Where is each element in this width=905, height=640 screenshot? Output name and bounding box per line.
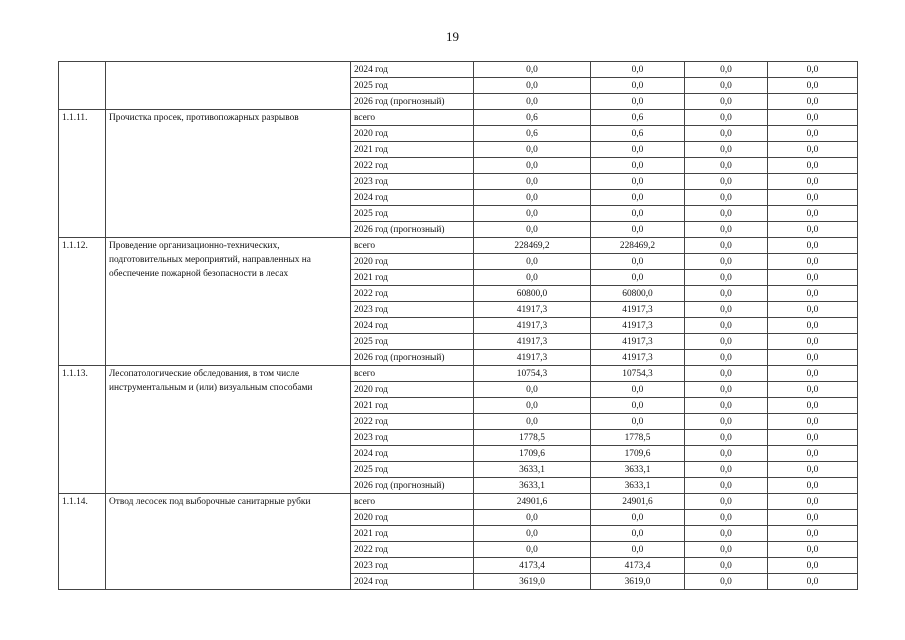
amount-cell: 0,0	[768, 542, 858, 558]
amount-cell: 0,0	[685, 206, 768, 222]
amount-cell: 0,0	[768, 430, 858, 446]
period-cell: 2026 год (прогнозный)	[351, 478, 474, 494]
amount-cell: 10754,3	[474, 366, 591, 382]
amount-cell: 0,0	[768, 254, 858, 270]
item-code-cell: 1.1.11.	[59, 110, 106, 238]
period-cell: 2021 год	[351, 270, 474, 286]
amount-cell: 0,0	[591, 542, 685, 558]
amount-cell: 0,0	[768, 478, 858, 494]
amount-cell: 0,0	[685, 286, 768, 302]
amount-cell: 0,0	[591, 78, 685, 94]
amount-cell: 228469,2	[591, 238, 685, 254]
amount-cell: 0,0	[474, 94, 591, 110]
amount-cell: 0,0	[474, 142, 591, 158]
amount-cell: 3633,1	[591, 478, 685, 494]
amount-cell: 0,0	[768, 510, 858, 526]
amount-cell: 0,0	[768, 110, 858, 126]
period-cell: 2024 год	[351, 446, 474, 462]
amount-cell: 41917,3	[474, 334, 591, 350]
amount-cell: 0,0	[768, 446, 858, 462]
amount-cell: 0,0	[768, 174, 858, 190]
period-cell: 2023 год	[351, 558, 474, 574]
period-cell: всего	[351, 494, 474, 510]
amount-cell: 0,0	[685, 382, 768, 398]
amount-cell: 0,0	[685, 126, 768, 142]
amount-cell: 0,0	[591, 270, 685, 286]
amount-cell: 0,0	[685, 222, 768, 238]
amount-cell: 0,0	[685, 158, 768, 174]
amount-cell: 0,0	[591, 174, 685, 190]
amount-cell: 4173,4	[591, 558, 685, 574]
amount-cell: 0,0	[685, 462, 768, 478]
period-cell: 2020 год	[351, 254, 474, 270]
amount-cell: 41917,3	[591, 350, 685, 366]
period-cell: 2020 год	[351, 382, 474, 398]
period-cell: 2021 год	[351, 398, 474, 414]
amount-cell: 24901,6	[591, 494, 685, 510]
amount-cell: 0,0	[768, 318, 858, 334]
amount-cell: 0,0	[768, 222, 858, 238]
item-code-cell: 1.1.13.	[59, 366, 106, 494]
amount-cell: 0,0	[685, 366, 768, 382]
amount-cell: 41917,3	[474, 318, 591, 334]
amount-cell: 0,0	[768, 574, 858, 590]
amount-cell: 0,0	[474, 542, 591, 558]
amount-cell: 0,0	[474, 510, 591, 526]
amount-cell: 60800,0	[591, 286, 685, 302]
amount-cell: 41917,3	[591, 334, 685, 350]
amount-cell: 0,0	[768, 78, 858, 94]
amount-cell: 0,0	[768, 462, 858, 478]
amount-cell: 0,6	[591, 110, 685, 126]
amount-cell: 0,0	[591, 526, 685, 542]
amount-cell: 0,0	[768, 206, 858, 222]
amount-cell: 41917,3	[474, 302, 591, 318]
amount-cell: 0,0	[768, 382, 858, 398]
amount-cell: 0,0	[685, 430, 768, 446]
amount-cell: 1709,6	[591, 446, 685, 462]
amount-cell: 0,0	[768, 142, 858, 158]
period-cell: 2022 год	[351, 542, 474, 558]
period-cell: 2020 год	[351, 510, 474, 526]
amount-cell: 0,0	[474, 398, 591, 414]
amount-cell: 0,0	[768, 558, 858, 574]
period-cell: 2023 год	[351, 174, 474, 190]
amount-cell: 0,0	[685, 478, 768, 494]
amount-cell: 0,0	[685, 142, 768, 158]
amount-cell: 0,0	[591, 382, 685, 398]
amount-cell: 0,0	[685, 238, 768, 254]
amount-cell: 41917,3	[474, 350, 591, 366]
amount-cell: 0,0	[474, 526, 591, 542]
amount-cell: 0,0	[591, 158, 685, 174]
period-cell: 2024 год	[351, 318, 474, 334]
amount-cell: 0,0	[685, 510, 768, 526]
amount-cell: 228469,2	[474, 238, 591, 254]
table-row	[59, 238, 858, 254]
amount-cell: 0,0	[768, 270, 858, 286]
amount-cell: 0,0	[685, 542, 768, 558]
period-cell: 2025 год	[351, 334, 474, 350]
item-code-cell: 1.1.14.	[59, 494, 106, 590]
amount-cell: 0,0	[768, 366, 858, 382]
amount-cell: 1778,5	[474, 430, 591, 446]
item-name-cell: Проведение организационно-технических, подготовительных мероприятий, направленных на обеспечение пожарной безопасности в лесах	[106, 238, 351, 366]
table-row	[59, 366, 858, 382]
amount-cell: 0,0	[768, 94, 858, 110]
period-cell: всего	[351, 110, 474, 126]
amount-cell: 41917,3	[591, 302, 685, 318]
period-cell: 2026 год (прогнозный)	[351, 222, 474, 238]
amount-cell: 0,0	[474, 222, 591, 238]
period-cell: 2021 год	[351, 142, 474, 158]
amount-cell: 0,0	[474, 206, 591, 222]
amount-cell: 0,0	[685, 174, 768, 190]
amount-cell: 0,0	[474, 158, 591, 174]
period-cell: всего	[351, 366, 474, 382]
item-code-cell: 1.1.12.	[59, 238, 106, 366]
period-cell: 2024 год	[351, 190, 474, 206]
period-cell: 2022 год	[351, 286, 474, 302]
amount-cell: 0,0	[685, 190, 768, 206]
page-number: 19	[446, 29, 459, 44]
period-cell: 2022 год	[351, 158, 474, 174]
amount-cell: 0,0	[474, 62, 591, 78]
amount-cell: 0,0	[474, 190, 591, 206]
amount-cell: 0,0	[474, 78, 591, 94]
amount-cell: 0,0	[474, 174, 591, 190]
amount-cell: 0,0	[768, 62, 858, 78]
table-row	[59, 110, 858, 126]
amount-cell: 0,0	[591, 94, 685, 110]
amount-cell: 0,0	[591, 510, 685, 526]
period-cell: 2024 год	[351, 62, 474, 78]
amount-cell: 0,0	[591, 222, 685, 238]
amount-cell: 0,0	[685, 302, 768, 318]
amount-cell: 0,0	[768, 302, 858, 318]
amount-cell: 0,0	[474, 382, 591, 398]
amount-cell: 3633,1	[474, 478, 591, 494]
amount-cell: 0,0	[685, 318, 768, 334]
period-cell: 2020 год	[351, 126, 474, 142]
amount-cell: 0,0	[685, 110, 768, 126]
amount-cell: 60800,0	[474, 286, 591, 302]
amount-cell: 0,0	[591, 62, 685, 78]
amount-cell: 3633,1	[591, 462, 685, 478]
amount-cell: 0,0	[685, 398, 768, 414]
amount-cell: 1778,5	[591, 430, 685, 446]
amount-cell: 0,0	[768, 126, 858, 142]
table-body	[59, 62, 858, 590]
amount-cell: 0,0	[768, 286, 858, 302]
amount-cell: 0,0	[685, 574, 768, 590]
item-name-cell: Лесопатологические обследования, в том числе инструментальным и (или) визуальным способами	[106, 366, 351, 494]
amount-cell: 0,0	[474, 270, 591, 286]
amount-cell: 0,0	[685, 414, 768, 430]
amount-cell: 0,0	[768, 190, 858, 206]
period-cell: 2025 год	[351, 462, 474, 478]
amount-cell: 0,0	[474, 254, 591, 270]
amount-cell: 0,0	[591, 142, 685, 158]
amount-cell: 0,0	[474, 414, 591, 430]
amount-cell: 0,0	[768, 334, 858, 350]
amount-cell: 10754,3	[591, 366, 685, 382]
amount-cell: 0,0	[768, 526, 858, 542]
amount-cell: 4173,4	[474, 558, 591, 574]
amount-cell: 3633,1	[474, 462, 591, 478]
amount-cell: 0,0	[685, 270, 768, 286]
amount-cell: 0,0	[685, 62, 768, 78]
amount-cell: 0,0	[685, 446, 768, 462]
period-cell: 2025 год	[351, 78, 474, 94]
period-cell: 2022 год	[351, 414, 474, 430]
amount-cell: 41917,3	[591, 318, 685, 334]
amount-cell: 0,0	[591, 414, 685, 430]
amount-cell: 0,0	[685, 526, 768, 542]
period-cell: всего	[351, 238, 474, 254]
amount-cell: 0,0	[685, 94, 768, 110]
amount-cell: 0,0	[768, 350, 858, 366]
period-cell: 2023 год	[351, 430, 474, 446]
amount-cell: 0,0	[591, 254, 685, 270]
period-cell: 2025 год	[351, 206, 474, 222]
amount-cell: 0,0	[685, 254, 768, 270]
amount-cell: 0,0	[685, 350, 768, 366]
amount-cell: 0,6	[591, 126, 685, 142]
period-cell: 2026 год (прогнозный)	[351, 350, 474, 366]
amount-cell: 0,0	[685, 78, 768, 94]
period-cell: 2021 год	[351, 526, 474, 542]
amount-cell: 0,0	[685, 334, 768, 350]
item-code-cell	[59, 62, 106, 110]
period-cell: 2024 год	[351, 574, 474, 590]
item-name-cell	[106, 62, 351, 110]
amount-cell: 0,6	[474, 110, 591, 126]
item-name-cell: Отвод лесосек под выборочные санитарные рубки	[106, 494, 351, 590]
period-cell: 2023 год	[351, 302, 474, 318]
amount-cell: 0,0	[591, 206, 685, 222]
table-row	[59, 62, 858, 78]
amount-cell: 0,0	[685, 558, 768, 574]
item-name-cell: Прочистка просек, противопожарных разрывов	[106, 110, 351, 238]
amount-cell: 0,0	[591, 398, 685, 414]
amount-cell: 0,0	[685, 494, 768, 510]
amount-cell: 0,0	[768, 414, 858, 430]
amount-cell: 0,0	[591, 190, 685, 206]
amount-cell: 3619,0	[591, 574, 685, 590]
amount-cell: 0,0	[768, 398, 858, 414]
amount-cell: 0,0	[768, 238, 858, 254]
amount-cell: 3619,0	[474, 574, 591, 590]
period-cell: 2026 год (прогнозный)	[351, 94, 474, 110]
amount-cell: 1709,6	[474, 446, 591, 462]
table-row	[59, 494, 858, 510]
amount-cell: 0,0	[768, 494, 858, 510]
amount-cell: 0,0	[768, 158, 858, 174]
amount-cell: 0,6	[474, 126, 591, 142]
amount-cell: 24901,6	[474, 494, 591, 510]
budget-table	[58, 61, 858, 590]
